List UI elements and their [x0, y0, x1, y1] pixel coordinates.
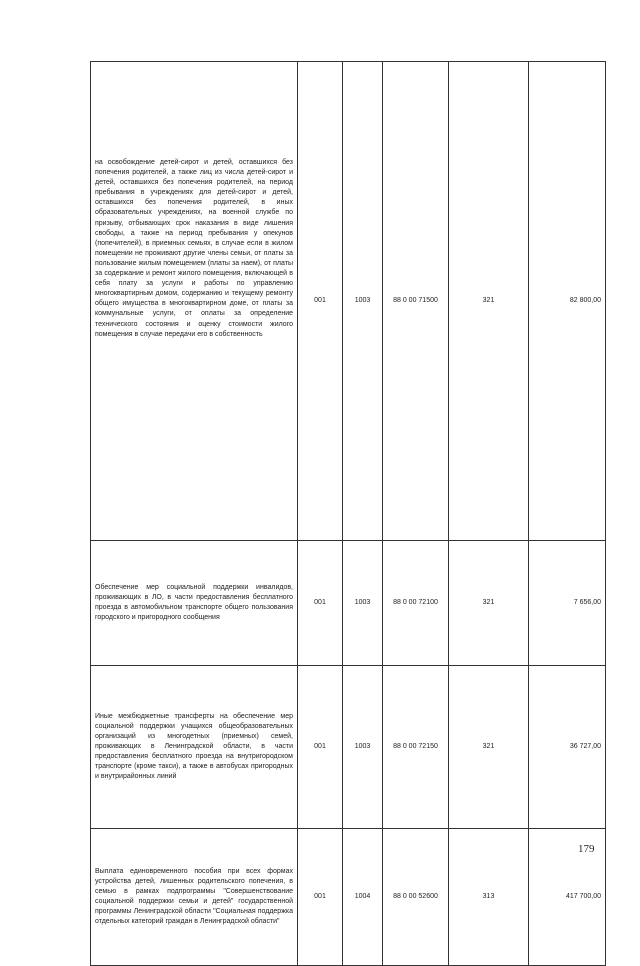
row-target-code: 88 0 00 71500 — [383, 62, 449, 541]
row-amount: 82 800,00 — [529, 62, 606, 541]
row-description: Обеспечение мер социальной поддержки инвалидов, проживающих в ЛО, в части предоставления бесплатного проезда в автомобильном транспорте общего пользования городского и пригородного сообщения — [91, 541, 298, 666]
row-ministry-code: 001 — [298, 666, 343, 829]
table-row — [91, 62, 606, 541]
row-target-code: 88 0 00 72100 — [383, 541, 449, 666]
row-target-code: 88 0 00 72150 — [383, 666, 449, 829]
row-expense-type: 321 — [449, 666, 529, 829]
row-expense-type: 313 — [449, 829, 529, 966]
row-section-code: 1003 — [343, 541, 383, 666]
row-description: на освобождение детей-сирот и детей, оставшихся без попечения родителей, а также лиц из числа детей-сирот и детей, оставшихся без попечения родителей, на период пребывания в учреждениях для детей-сирот и детей, оставшихся без попечения родителей, в иных образовательных учреждениях, на военной службе по призыву, отбывающих срок наказания в виде лишения свободы, а также на период пребывания у опекунов (попечителей), в приемных семьях, в случае если в жилом помещении не проживают другие члены семьи, от платы за пользование жилым помещением (платы за наем), от платы за содержание и ремонт жилого помещения, включающей в себя плату за услуги и работы по управлению многоквартирным домом, содержанию и текущему ремонту общего имущества в многоквартирном доме, от платы за коммунальные услуги, от оплаты за определение технического состояния и оценку стоимости жилого помещения в случае передачи его в собственность — [91, 62, 298, 541]
row-section-code: 1003 — [343, 666, 383, 829]
table-row — [91, 829, 606, 966]
row-amount: 7 656,00 — [529, 541, 606, 666]
budget-table — [90, 61, 606, 966]
row-ministry-code: 001 — [298, 541, 343, 666]
row-ministry-code: 001 — [298, 829, 343, 966]
row-ministry-code: 001 — [298, 62, 343, 541]
row-target-code: 88 0 00 52600 — [383, 829, 449, 966]
table-row — [91, 666, 606, 829]
row-amount: 36 727,00 — [529, 666, 606, 829]
row-expense-type: 321 — [449, 541, 529, 666]
page-number: 179 — [578, 843, 595, 855]
row-description: Иные межбюджетные трансферты на обеспечение мер социальной поддержки учащихся общеобразовательных организаций из многодетных (приемных) семей, проживающих в Ленинградской области, в части предоставления бесплатного проезда на внутригородском транспорте (кроме такси), а также в автобусах пригородных и внутрирайонных линий — [91, 666, 298, 829]
row-description: Выплата единовременного пособия при всех формах устройства детей, лишенных родительского попечения, в семью в рамках подпрограммы "Совершенствование социальной поддержки семьи и детей" государственной программы Ленинградской области "Социальная поддержка отдельных категорий граждан в Ленинградской области" — [91, 829, 298, 966]
row-expense-type: 321 — [449, 62, 529, 541]
table-row — [91, 541, 606, 666]
row-section-code: 1004 — [343, 829, 383, 966]
row-amount: 417 700,00 — [529, 829, 606, 966]
row-section-code: 1003 — [343, 62, 383, 541]
